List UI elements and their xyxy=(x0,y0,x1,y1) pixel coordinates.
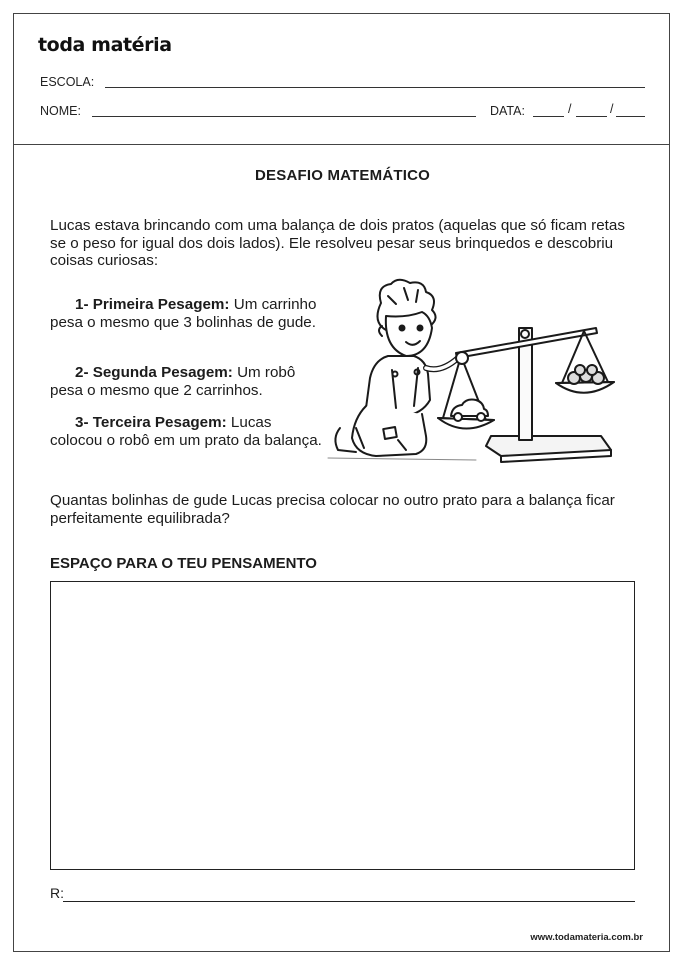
answer-label: R: xyxy=(50,885,64,901)
thinking-section-label: ESPAÇO PARA O TEU PENSAMENTO xyxy=(50,555,317,572)
date-year-field[interactable] xyxy=(616,116,645,117)
brand-logo: toda matéria xyxy=(38,34,172,56)
worksheet-header xyxy=(14,14,669,145)
item-text: Lucas colocou o robô em um prato da balança. xyxy=(50,414,322,449)
item-lead: 1- Primeira Pesagem: xyxy=(75,296,230,313)
name-label: NOME: xyxy=(40,104,81,118)
school-field[interactable] xyxy=(105,87,645,88)
school-label: ESCOLA: xyxy=(40,75,95,89)
date-day-field[interactable] xyxy=(533,116,564,117)
boy-balance-illustration xyxy=(326,278,631,473)
answer-line[interactable] xyxy=(63,901,635,902)
date-separator: / xyxy=(568,102,572,116)
worksheet-title: DESAFIO MATEMÁTICO xyxy=(255,167,430,184)
date-month-field[interactable] xyxy=(576,116,607,117)
item-text: Um carrinho pesa o mesmo que 3 bolinhas de gude. xyxy=(50,296,317,331)
intro-paragraph: Lucas estava brincando com uma balança de dois pratos (aquelas que só ficam retas se o peso for igual dos dois lados). Ele resolveu pesar seus brinquedos e descobriu coisas curiosas: xyxy=(50,217,625,269)
date-label: DATA: xyxy=(490,104,525,118)
name-field[interactable] xyxy=(92,116,476,117)
item-lead: 3- Terceira Pesagem: xyxy=(75,414,227,431)
boy-figure xyxy=(335,280,468,456)
weighing-item-2 xyxy=(50,364,325,399)
date-separator: / xyxy=(610,102,614,116)
question-paragraph: Quantas bolinhas de gude Lucas precisa colocar no outro prato para a balança ficar perfeitamente equilibrada? xyxy=(50,492,615,527)
balance-scale xyxy=(438,328,614,462)
weighing-item-1 xyxy=(50,296,325,331)
weighing-item-3 xyxy=(50,414,325,449)
footer-site: www.todamateria.com.br xyxy=(530,932,643,943)
item-lead: 2- Segunda Pesagem: xyxy=(75,364,233,381)
thinking-space-box[interactable] xyxy=(50,581,635,870)
item-text: Um robô pesa o mesmo que 2 carrinhos. xyxy=(50,364,296,399)
